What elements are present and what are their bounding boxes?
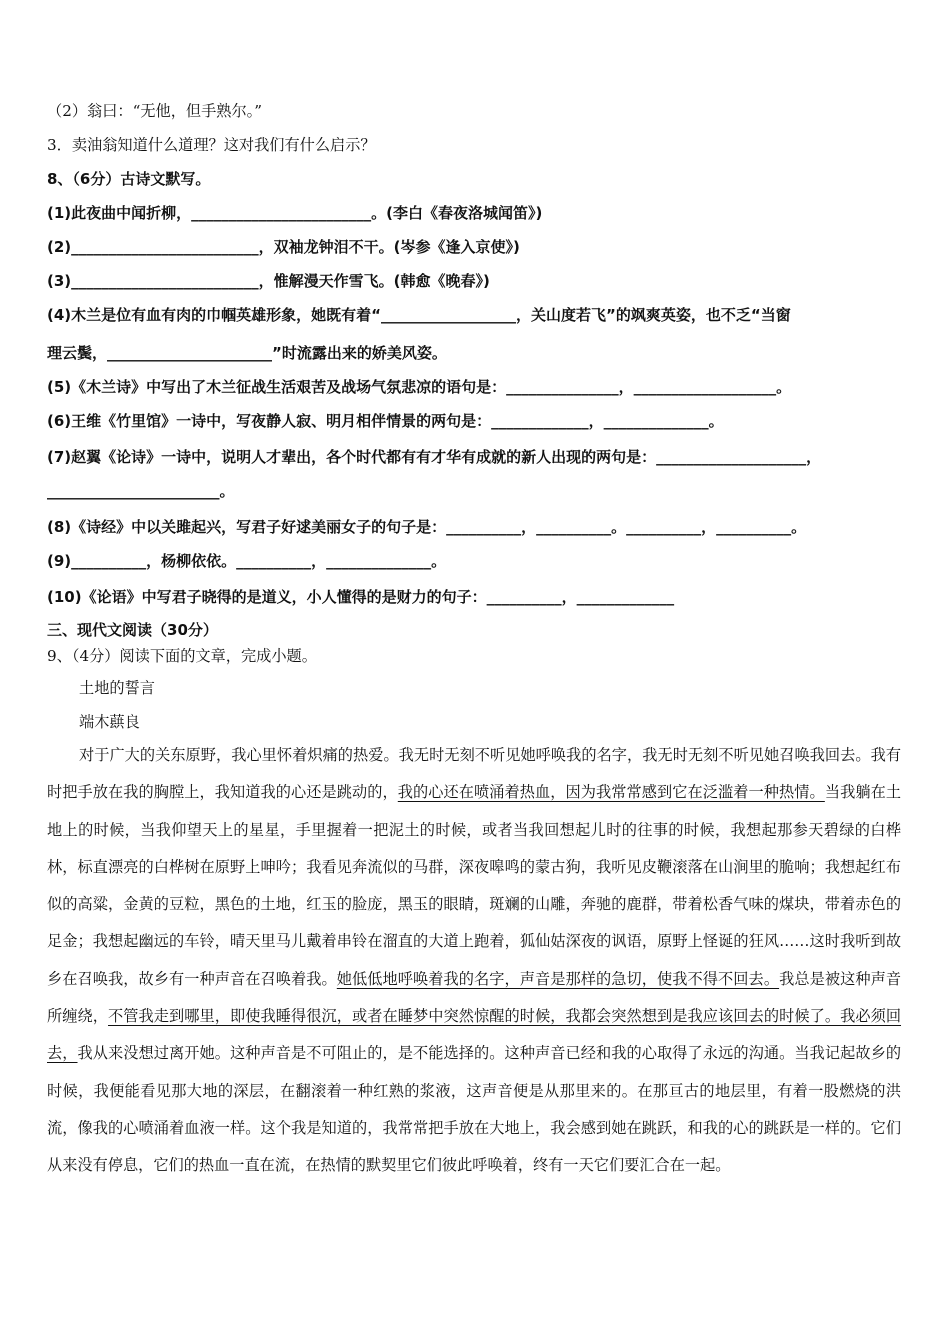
- q8-item-2: (2)_________________________，双袖龙钟泪不干。(岑参《逢入京使》): [47, 238, 520, 256]
- underlined-sentence-3: 不管我走到哪里，即使我睡得很沉，或者在睡梦中突然惊醒的时候，我都会突然想到是我应该回去的时候了。我必须回去，: [47, 1007, 902, 1063]
- q7-subitem-2: （2）翁曰：“无他，但手熟尔。”: [47, 102, 263, 120]
- q8-item-9: (9)__________，杨柳依依。__________，______________。: [47, 552, 447, 570]
- q8-item-10: (10)《论语》中写君子晓得的是道义，小人懂得的是财力的句子：__________，_____________: [47, 588, 675, 606]
- text-run: 对于广大的关东原野，我心里怀着炽痛的热爱。我无时无刻不听见她呼唤我的名字，我无时无刻不听见她召唤我回去。我有时把手放在我的胸膛上，我知道我的心还是跳动的，: [47, 746, 901, 802]
- q8-item-3: (3)_________________________，惟解漫天作雪飞。(韩愈《晚春》): [47, 272, 490, 290]
- q8-item-4-cont: 理云鬓，______________________”时流露出来的娇美风姿。: [47, 344, 447, 362]
- text-run: 我从来没想过离开她。这种声音是不可阻止的，是不能选择的。这种声音已经和我的心取得了永远的沟通。当我记起故乡的时候，我便能看见那大地的深层，在翻滚着一种红熟的浆液，这声音便是从那里来的。在那亘古的地层里，有着一股燃烧的洪流，像我的心喷涌着血液一样。这个我是知道的，我常常把手放在大地上，我会感到她在跳跃，和我的心的跳跃是一样的。它们从来没有停息，它们的热血一直在流，在热情的默契里它们彼此呼唤着，终有一天它们要汇合在一起。: [47, 1044, 902, 1175]
- q8-item-5: (5)《木兰诗》中写出了木兰征战生活艰苦及战场气氛悲凉的语句是：_______________，___________________。: [47, 378, 792, 396]
- underlined-sentence-1: 我的心还在喷涌着热血，因为我常常感到它在泛滥着一种热情。: [397, 783, 825, 802]
- text-run: 当我躺在土地上的时候，当我仰望天上的星星，手里握着一把泥土的时候，或者当我回想起儿时的往事的时候，我想起那参天碧绿的白桦林，标直漂亮的白桦树在原野上呻吟；我看见奔流似的马群，深夜嗥鸣的蒙古狗，我听见皮鞭滚落在山涧里的脆响；我想起红布似的高粱，金黄的豆粒，黑色的土地，红玉的脸庞，黑玉的眼睛，斑斓的山雕，奔驰的鹿群，带着松香气味的煤块，带着赤色的足金；我想起幽远的车铃，晴天里马儿戴着串铃在溜直的大道上跑着，狐仙姑深夜的讽语，原野上怪诞的狂风……这时我听到故乡在召唤我，故乡有一种声音在召唤着我。: [47, 783, 902, 988]
- article-author: 端木蕻良: [79, 713, 140, 731]
- article-paragraph-1: [47, 737, 901, 1185]
- section-3-heading: 三、现代文阅读（30分）: [47, 621, 218, 639]
- article-title: 土地的誓言: [79, 679, 155, 697]
- q8-item-4: (4)木兰是位有血有肉的巾帼英雄形象，她既有着“__________________，关山度若飞”的飒爽英姿，也不乏“当窗: [47, 306, 791, 324]
- q8-item-1: (1)此夜曲中闻折柳，________________________。(李白《春夜洛城闻笛》): [47, 204, 543, 222]
- q9-intro: 9、（4分）阅读下面的文章，完成小题。: [47, 647, 317, 665]
- q7-subquestion-3: 3．卖油翁知道什么道理？这对我们有什么启示？: [47, 136, 376, 154]
- q8-item-6: (6)王维《竹里馆》一诗中，写夜静人寂、明月相伴情景的两句是：_____________，______________。: [47, 412, 724, 430]
- q8-item-8: (8)《诗经》中以关雎起兴，写君子好逑美丽女子的句子是：__________，__________。__________，__________。: [47, 518, 807, 536]
- q8-item-7-cont: _______________________。: [47, 482, 235, 500]
- q8-item-7: (7)赵翼《论诗》一诗中，说明人才辈出，各个时代都有有才华有成就的新人出现的两句是：____________________，: [47, 448, 822, 466]
- q8-heading: 8、（6分）古诗文默写。: [47, 170, 211, 188]
- text-run: 我总是被这种声音所缠绕，: [47, 969, 902, 1026]
- underlined-sentence-2: 她低低地呼唤着我的名字，声音是那样的急切，使我不得不回去。: [336, 969, 780, 988]
